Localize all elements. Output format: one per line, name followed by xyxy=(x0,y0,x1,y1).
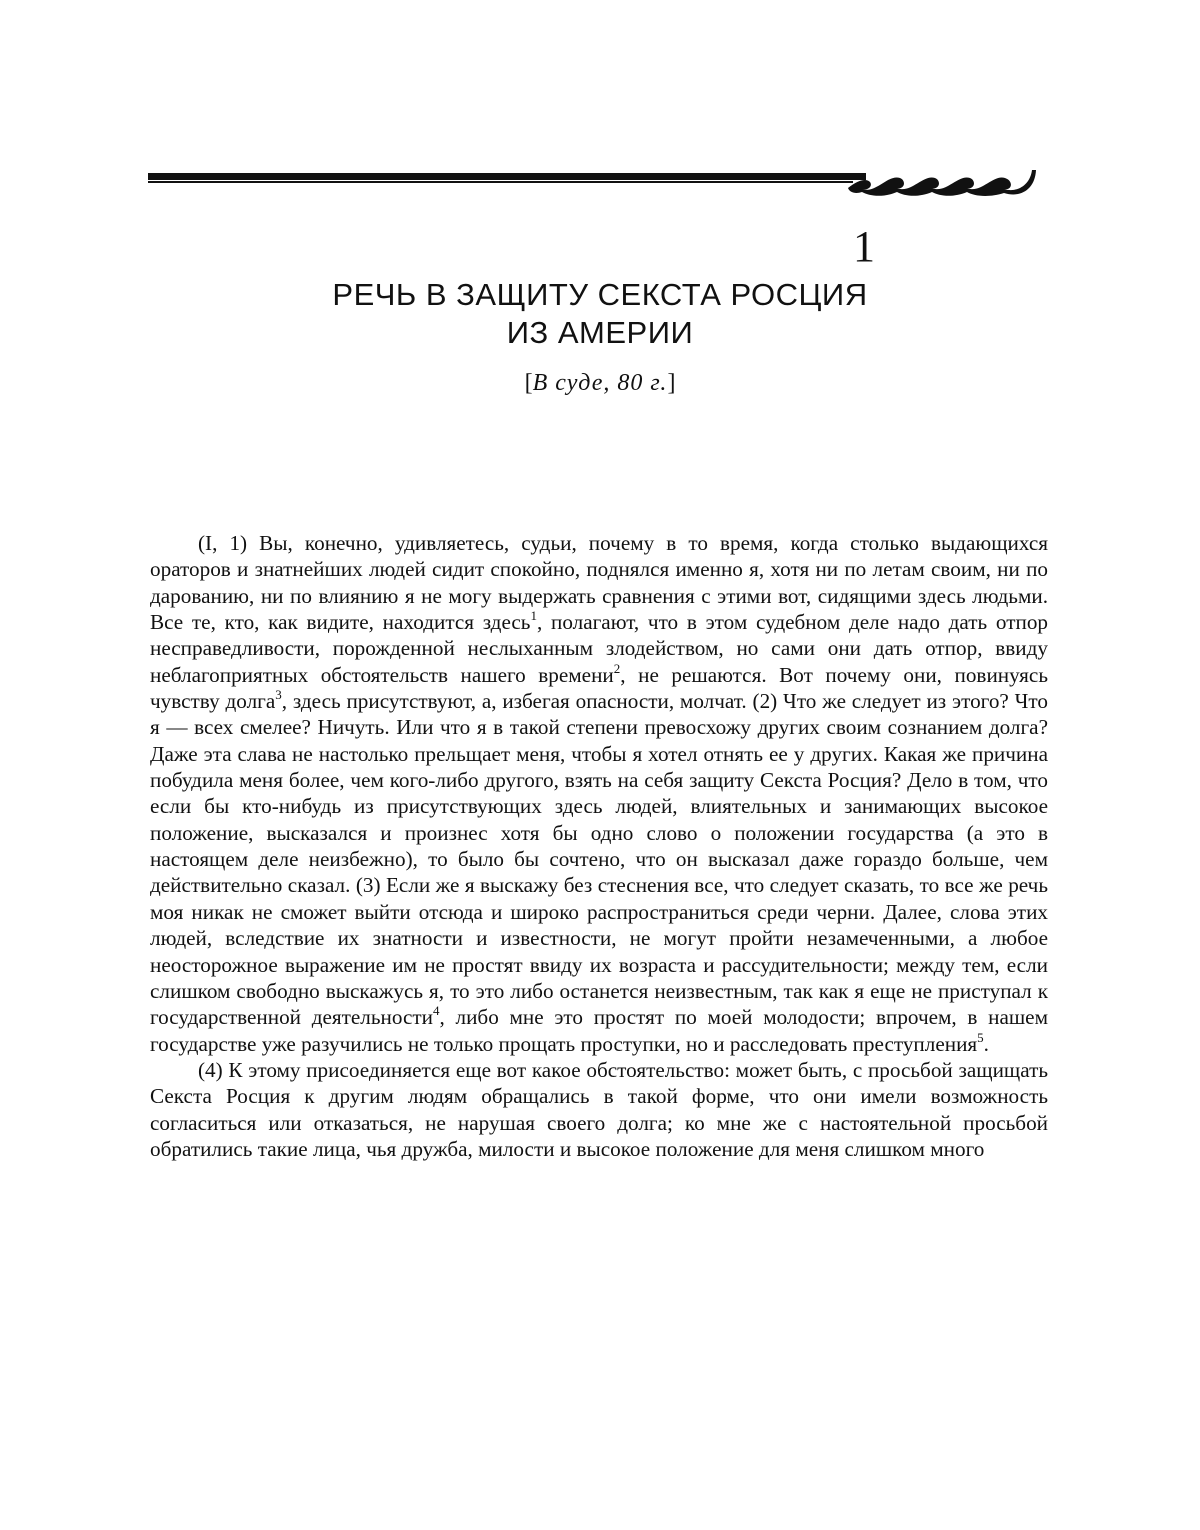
chapter-number: 1 xyxy=(853,222,875,271)
footnote-ref-4: 4 xyxy=(433,1003,440,1019)
subtitle-close-bracket: ] xyxy=(667,370,676,396)
footnote-ref-1: 1 xyxy=(530,608,537,624)
chapter-subtitle xyxy=(200,368,1000,398)
chapter-header-rule xyxy=(148,160,1038,200)
paragraph-1-text-5: , либо мне это простят по моей молодости; впрочем, в нашем государстве уже разучились не только прощать проступки, но и расследовать преступления xyxy=(150,1005,1048,1056)
footnote-ref-2: 2 xyxy=(613,660,621,676)
paragraph-2: (4) К этому присоединяется еще вот какое обстоятельство: может быть, с просьбой защищать Секста Росция к другим людям обращались в такой форме, что они имели возможность согласиться или отказаться, не нарушая своего долга; ко мне же с настоятельной просьбой обратились такие лица, чья дружба, милости и высокое положение для меня слишком много xyxy=(150,1057,1048,1161)
paragraph-1 xyxy=(150,530,1048,1057)
footnote-ref-5: 5 xyxy=(977,1029,984,1045)
body-text xyxy=(150,530,1048,1162)
paragraph-1-text-3: , не решаются. Вот почему они, повинуясь чувству долга xyxy=(150,662,1048,714)
chapter-title-line-1: РЕЧЬ В ЗАЩИТУ СЕКСТА РОСЦИЯ xyxy=(332,277,868,312)
chapter-title xyxy=(200,276,1000,352)
paragraph-1-text-6: . xyxy=(983,1031,989,1056)
chapter-title-line-2: ИЗ АМЕРИИ xyxy=(506,315,694,350)
ornament-wave-icon xyxy=(148,160,1038,200)
paragraph-1-text-1: (I, 1) Вы, конечно, удивляетесь, судьи, почему в то время, когда столько выдающихся ораторов и знатнейших людей сидит спокойно, поднялся именно я, хотя ни по летам своим, ни по дарованию, ни по влиянию я не могу выдержать сравнения с этими вот, сидящими здесь людьми. Все те, кто, как видите, находится здесь xyxy=(150,531,1048,635)
subtitle-open-bracket: [ xyxy=(524,370,533,396)
footnote-ref-3: 3 xyxy=(275,687,282,703)
paragraph-1-text-2: , полагают, что в этом судебном деле надо дать отпор несправедливости, порожденной неслыханным злодейством, но сами они дать отпор, ввиду неблагоприятных обстоятельств нашего времени xyxy=(150,610,1049,687)
subtitle-text: В суде, 80 г. xyxy=(532,370,668,396)
paragraph-1-text-4: , здесь присутствуют, а, избегая опасности, молчат. (2) Что же следует из этого? Что я — всех смелее? Ничуть. Или что я в такой степени превосхожу других своим сознанием долга? Даже эта слава не настолько прельщает меня, чтобы я хотел отнять ее у других. Какая же причина побудила меня более, чем кого-либо другого, взять на себя защиту Секста Росция? Дело в том, что если бы кто-нибудь из присутствующих здесь людей, влиятельных и занимающих высокое положение, высказался и произнес хотя бы одно слово о положении государства (а это в настоящем деле неизбежно), то было бы сочтено, что он высказал даже гораздо больше, чем действительно сказал. (3) Если же я выскажу без стеснения все, что следует сказать, то все же речь моя никак не сможет выйти отсюда и широко распространиться среди черни. Далее, слова этих людей, вследствие их знатности и известности, не могут пройти незамеченными, а любое неосторожное выражение им не простят ввиду их возраста и рассудительности; между тем, если слишком свободно выскажусь я, то это либо останется неизвестным, так как я еще не приступал к государственной деятельности xyxy=(150,689,1048,1030)
